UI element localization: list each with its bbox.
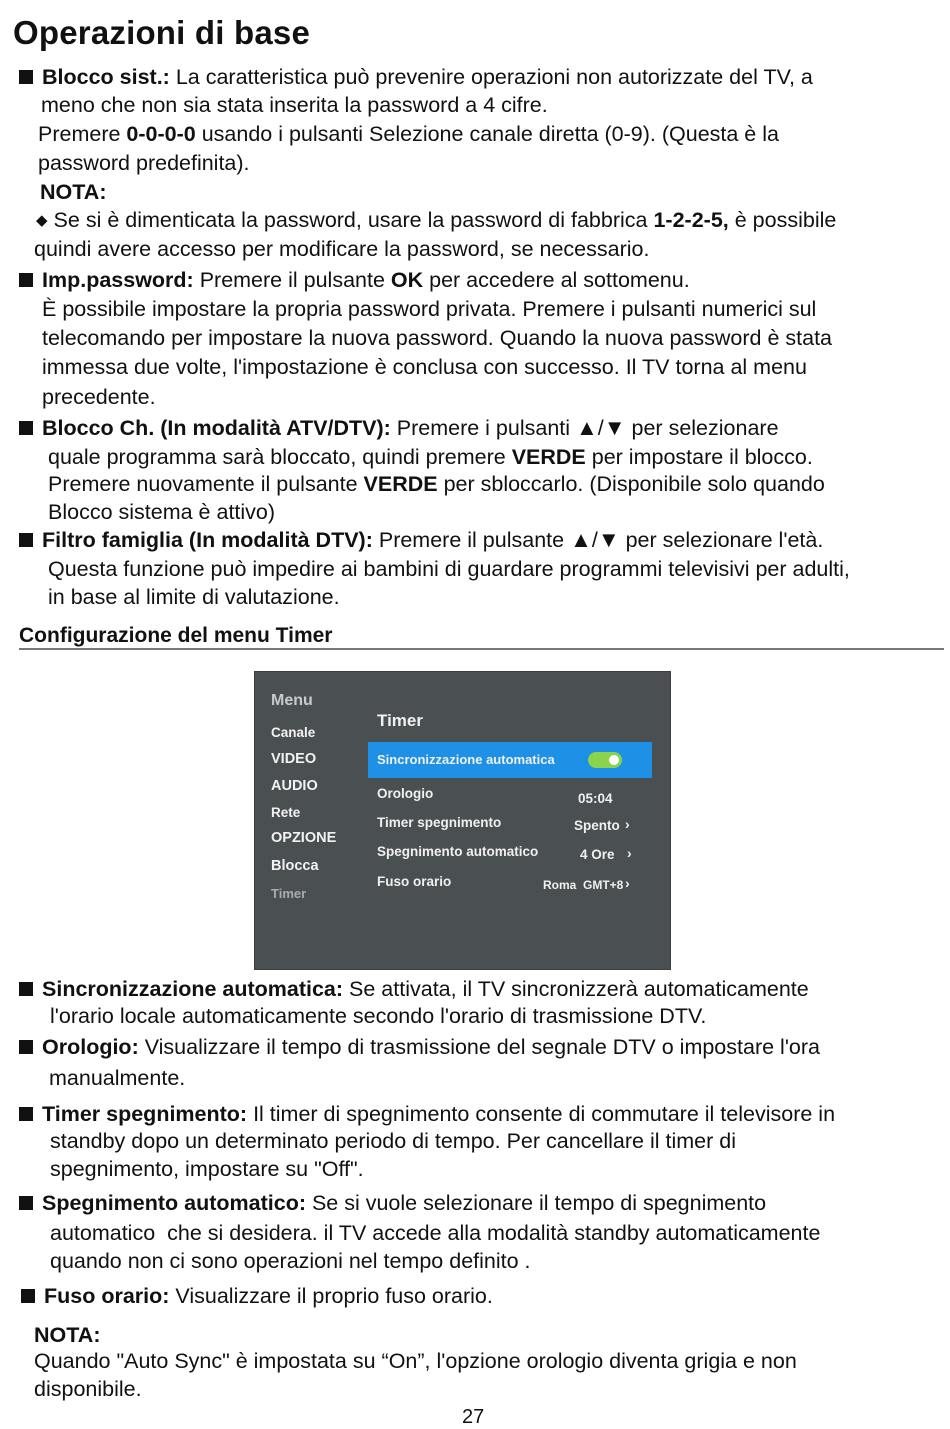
blocco-ch-line-4: Blocco sistema è attivo): [48, 500, 276, 524]
nota2-line-2: disponibile.: [34, 1377, 142, 1401]
nota-title: [40, 178, 106, 207]
text-run: Se si vuole selezionare il tempo di spegnimento: [305, 1191, 767, 1215]
sync-line-2: l'orario locale automaticamente secondo l'orario di trasmissione DTV.: [50, 1004, 707, 1028]
nota-label: NOTA:: [40, 180, 107, 204]
text-run: Premere il pulsante: [193, 268, 391, 292]
text-run: Visualizzare il tempo di trasmissione del segnale DTV o impostare l'ora: [138, 1035, 820, 1059]
tv-side-item-opzione[interactable]: OPZIONE: [271, 830, 337, 846]
tv-panel-title: Timer: [377, 711, 423, 730]
timer-spegnimento-line-2: standby dopo un determinato periodo di tempo. Per cancellare il timer di: [50, 1129, 736, 1153]
bullet-square-icon: [21, 1289, 35, 1303]
bullet-square-icon: [19, 982, 33, 996]
ok-button-text: OK: [390, 268, 424, 292]
tv-row-sincronizzazione[interactable]: [368, 742, 652, 778]
down-arrow-icon: ▼: [597, 527, 620, 552]
blocco-sist-line-3: [38, 120, 779, 149]
tv-side-item-canale[interactable]: Canale: [271, 725, 316, 740]
slash: /: [597, 416, 604, 440]
orologio-line-1: [19, 1033, 820, 1062]
section-heading: Configurazione del menu Timer: [19, 624, 333, 647]
timer-spegnimento-line-3: spegnimento, impostare su "Off".: [50, 1157, 364, 1181]
bullet-square-icon: [19, 421, 33, 435]
slash: /: [591, 528, 598, 552]
fuso-orario-line-1: [21, 1282, 493, 1311]
text-run: Premere i pulsanti: [390, 416, 576, 440]
orologio-line-2: manualmente.: [49, 1066, 186, 1090]
spegnimento-auto-label: Spegnimento automatico:: [42, 1191, 306, 1215]
text-run: Quando "Auto Sync" è impostata su: [34, 1349, 382, 1373]
bullet-square-icon: [19, 1196, 33, 1210]
auto-sync-toggle[interactable]: [588, 752, 622, 768]
tv-row-value: Spento: [574, 818, 620, 833]
chevron-right-icon: ›: [625, 875, 630, 891]
text-run: per selezionare: [625, 416, 779, 440]
verde-text: VERDE: [511, 445, 586, 469]
bullet-square-icon: [19, 1040, 33, 1054]
filtro-famiglia-line-2: Questa funzione può impedire ai bambini di guardare programmi televisivi per adulti,: [48, 557, 850, 581]
tv-side-item-timer[interactable]: Timer: [271, 886, 307, 901]
filtro-famiglia-line-3: in base al limite di valutazione.: [48, 585, 340, 609]
tv-row-label: Fuso orario: [377, 874, 452, 889]
verde-text: VERDE: [363, 472, 438, 496]
timer-spegnimento-line-1: [19, 1100, 835, 1129]
text-run: Visualizzare il proprio fuso orario.: [169, 1284, 493, 1308]
blocco-sist-label: Blocco sist.:: [42, 65, 170, 89]
default-password: 0-0-0-0: [126, 122, 196, 146]
text-run: Se si è dimenticata la password, usare la password di fabbrica: [53, 208, 654, 232]
imp-password-line-5: precedente.: [42, 385, 156, 409]
text-run: è possibile: [728, 208, 837, 232]
up-arrow-icon: ▲: [570, 527, 592, 552]
nota-line-2: quindi avere accesso per modificare la password, se necessario.: [34, 237, 650, 261]
tv-row-city: Roma: [543, 878, 577, 892]
chevron-right-icon: ›: [625, 816, 630, 832]
text-run: quale programma sarà bloccato, quindi premere: [48, 445, 512, 469]
page-number: 27: [462, 1406, 485, 1428]
nota2-label: NOTA:: [34, 1323, 101, 1347]
text-run: per accedere al sottomenu.: [423, 268, 690, 292]
imp-password-line-3: telecomando per impostare la nuova password. Quando la nuova password è stata: [42, 326, 832, 350]
tv-menu-screenshot: [254, 671, 671, 970]
bullet-square-icon: [19, 1107, 33, 1121]
text-run: per selezionare l'età.: [619, 528, 824, 552]
nota2-line-1: [34, 1347, 797, 1376]
page-title: Operazioni di base: [13, 14, 311, 51]
text-run: per impostare il blocco.: [585, 445, 813, 469]
tv-side-item-blocca[interactable]: Blocca: [271, 858, 319, 874]
factory-password: 1-2-2-5,: [653, 208, 729, 232]
bullet-square-icon: [19, 70, 33, 84]
down-arrow-icon: ▼: [603, 415, 626, 440]
tv-side-item-video[interactable]: VIDEO: [271, 751, 317, 767]
blocco-sist-text: La caratteristica può prevenire operazioni non autorizzate del TV, a: [169, 65, 813, 89]
imp-password-label: Imp.password:: [42, 268, 194, 292]
text-run: Premere: [38, 122, 127, 146]
sync-line-1: [19, 975, 809, 1004]
text-run: Premere nuovamente il pulsante: [48, 472, 364, 496]
bullet-square-icon: [19, 533, 33, 547]
spegnimento-auto-line-1: [19, 1189, 766, 1218]
nota2-title: [34, 1321, 100, 1350]
tv-side-item-audio[interactable]: AUDIO: [271, 778, 318, 794]
text-run: , l'opzione orologio diventa grigia e non: [424, 1349, 797, 1373]
up-arrow-icon: ▲: [576, 415, 598, 440]
tv-side-item-rete[interactable]: Rete: [271, 805, 301, 820]
blocco-ch-line-3: [48, 470, 825, 499]
imp-password-line-1: [19, 266, 690, 295]
diamond-bullet-icon: ◆: [36, 212, 48, 229]
text-run: Il timer di spegnimento consente di commutare il televisore in: [247, 1102, 836, 1126]
blocco-ch-label: Blocco Ch. (In modalità ATV/DTV):: [42, 416, 391, 440]
blocco-sist-line-1: [19, 63, 813, 92]
tv-row-value: 4 Ore: [580, 847, 615, 862]
spegnimento-auto-line-2: automatico che si desidera. il TV accede alla modalità standby automaticamente: [50, 1221, 821, 1245]
on-text: “On”: [381, 1349, 425, 1373]
tv-row-label: Timer spegnimento: [377, 815, 502, 830]
nota-line-1: [36, 206, 836, 235]
tv-menu-side-title: Menu: [271, 692, 313, 709]
timer-spegnimento-label: Timer spegnimento:: [42, 1102, 248, 1126]
tv-row-value: GMT+8: [583, 878, 624, 892]
text-run: Premere il pulsante: [372, 528, 571, 552]
filtro-famiglia-label: Filtro famiglia (In modalità DTV):: [42, 528, 373, 552]
blocco-sist-line-2: meno che non sia stata inserita la password a 4 cifre.: [41, 93, 548, 117]
imp-password-line-4: immessa due volte, l'impostazione è conclusa con successo. Il TV torna al menu: [42, 355, 807, 379]
blocco-sist-line-4: password predefinita).: [38, 151, 250, 175]
tv-row-fuso-orario[interactable]: [368, 868, 652, 904]
bullet-square-icon: [19, 273, 33, 287]
blocco-ch-line-2: [48, 443, 813, 472]
filtro-famiglia-line-1: [19, 525, 823, 555]
tv-row-label: Spegnimento automatico: [377, 844, 539, 859]
chevron-right-icon: ›: [627, 845, 632, 861]
imp-password-line-2: È possibile impostare la propria password privata. Premere i pulsanti numerici sul: [42, 297, 817, 321]
orologio-label: Orologio:: [42, 1035, 139, 1059]
section-divider: [19, 648, 944, 650]
text-run: Se attivata, il TV sincronizzerà automaticamente: [343, 977, 809, 1001]
sync-label: Sincronizzazione automatica:: [42, 977, 344, 1001]
spegnimento-auto-line-3: quando non ci sono operazioni nel tempo definito .: [50, 1249, 531, 1273]
tv-row-label: Orologio: [377, 786, 434, 801]
tv-row-label: Sincronizzazione automatica: [377, 752, 555, 767]
tv-row-value: 05:04: [578, 791, 613, 806]
blocco-ch-line-1: [19, 413, 779, 443]
fuso-orario-label: Fuso orario:: [44, 1284, 170, 1308]
text-run: usando i pulsanti Selezione canale diretta (0-9). (Questa è la: [195, 122, 779, 146]
toggle-knob: [609, 755, 619, 765]
text-run: per sbloccarlo. (Disponibile solo quando: [437, 472, 825, 496]
